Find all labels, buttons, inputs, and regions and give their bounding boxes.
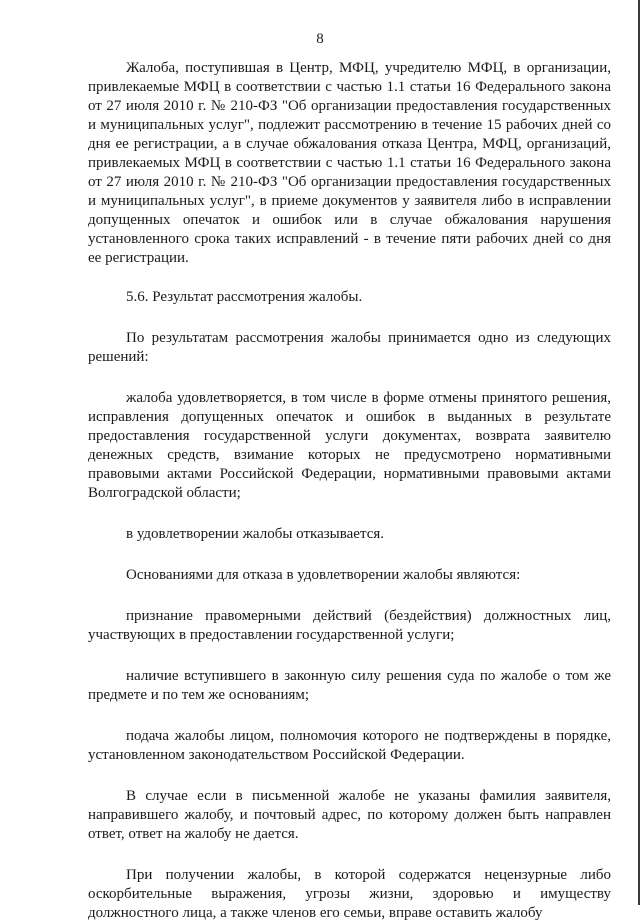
paragraph-no-sender-details: В случае если в письменной жалобе не указаны фамилия заявителя, направившего жалобу, и почтовый адрес, по которому должен быть направлен ответ, ответ на жалобу не дается. [88,788,611,842]
paragraph-ground-unconfirmed-authority: подача жалобы лицом, полномочия которого не подтверждены в порядке, установленном законодательством Российской Федерации. [88,728,611,763]
section-heading-5-6: 5.6. Результат рассмотрения жалобы. [126,289,363,305]
paragraph-ground-lawful-actions: признание правомерными действий (бездействия) должностных лиц, участвующих в предоставлении государственной услуги; [88,608,611,643]
paragraph-ground-court-decision: наличие вступившего в законную силу решения суда по жалобе о том же предмете и по тем же основаниям; [88,668,611,703]
paragraph-complaint-review-deadlines: Жалоба, поступившая в Центр, МФЦ, учредителю МФЦ, в организации, привлекаемые МФЦ в соответствии с частью 1.1 статьи 16 Федерального закона от 27 июля 2010 г. № 210-ФЗ "Об организации предоставления государственных и муниципальных услуг", подлежит рассмотрению в течение 15 рабочих дней со дня ее регистрации, а в случае обжалования отказа Центра, МФЦ, организаций, привлекаемых МФЦ в соответствии с частью 1.1 статьи 16 Федерального закона от 27 июля 2010 г. № 210-ФЗ "Об организации предоставления государственных и муниципальных услуг", в приеме документов у заявителя либо в исправлении допущенных опечаток и ошибок или в случае обжалования нарушения установленного срока таких исправлений - в течение пяти рабочих дней со дня ее регистрации. [88,60,611,266]
paragraph-complaint-rejected: в удовлетворении жалобы отказывается. [126,526,384,542]
page-number: 8 [316,31,324,47]
paragraph-grounds-intro: Основаниями для отказа в удовлетворении жалобы являются: [126,567,521,583]
paragraph-decisions-intro: По результатам рассмотрения жалобы принимается одно из следующих решений: [88,330,611,365]
paragraph-offensive-language: При получении жалобы, в которой содержатся нецензурные либо оскорбительные выражения, угрозы жизни, здоровью и имуществу должностного лица, а также членов его семьи, вправе оставить жалобу [88,867,611,921]
document-body [88,59,611,923]
paragraph-complaint-satisfied: жалоба удовлетворяется, в том числе в форме отмены принятого решения, исправления допущенных опечаток и ошибок в выданных в результате предоставления государственной услуги документах, возврата заявителю денежных средств, взимание которых не предусмотрено нормативными правовыми актами Российской Федерации, нормативными правовыми актами Волгоградской области; [88,390,611,501]
